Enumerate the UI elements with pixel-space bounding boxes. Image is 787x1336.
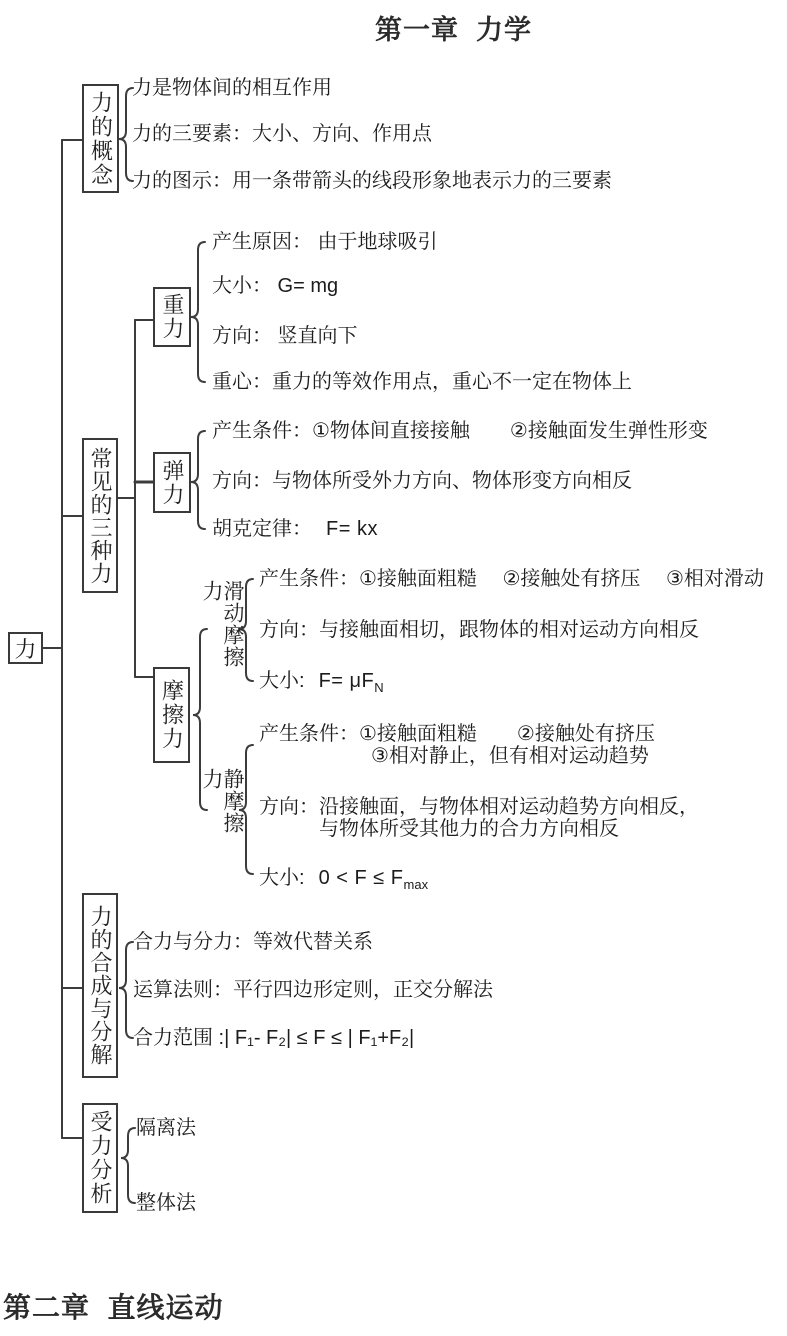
- analysis-item-isolation: 隔离法: [136, 1117, 196, 1139]
- label-sliding-friction: 滑动摩擦力: [200, 580, 244, 668]
- compose-brace: [119, 942, 133, 1038]
- elastic-brace: [191, 431, 205, 529]
- next-chapter-heading: 第二章 直线运动: [3, 1292, 224, 1323]
- elastic-condition-item: 产生条件：①物体间直接接触 ②接触面发生弹性形变: [212, 420, 708, 442]
- static-condition-line1: 产生条件：①接触面粗糙 ②接触处有挤压: [259, 723, 655, 745]
- node-force-composition: [82, 893, 118, 1078]
- static-size-subscript: max: [403, 877, 429, 892]
- concept-item-interaction: 力是物体间的相互作用: [132, 77, 332, 99]
- gravity-size-item: 大小： G= mg: [212, 275, 339, 297]
- sliding-size-label: 大小:: [259, 670, 305, 692]
- elastic-direction-item: 方向：与物体所受外力方向、物体形变方向相反: [212, 470, 632, 492]
- node-friction-label: 摩擦力: [159, 679, 185, 751]
- chapter-title: 第一章 力学: [375, 15, 533, 45]
- analysis-brace: [121, 1128, 135, 1203]
- gravity-cause-item: 产生原因： 由于地球吸引: [212, 231, 438, 253]
- node-three-common-forces: [82, 438, 118, 593]
- gravity-center-item: 重心：重力的等效作用点，重心不一定在物体上: [212, 371, 632, 393]
- sliding-direction-item: 方向：与接触面相切，跟物体的相对运动方向相反: [259, 619, 699, 641]
- node-force-composition-label: 力的合成与分解: [88, 905, 113, 1066]
- hooke-label: 胡克定律：: [212, 518, 312, 540]
- node-force-root-label: 力: [14, 636, 37, 662]
- gravity-direction-item: 方向： 竖直向下: [212, 325, 358, 347]
- node-force-concept: [82, 84, 119, 193]
- node-gravity: [153, 287, 191, 347]
- static-size-formula: 0 < F ≤ F: [318, 867, 404, 889]
- node-force-analysis: [82, 1103, 118, 1213]
- compose-item-rule: 运算法则：平行四边形定则，正交分解法: [133, 979, 493, 1001]
- elastic-hooke-item: [212, 516, 378, 542]
- compose-item-equivalent: 合力与分力：等效代替关系: [133, 931, 373, 953]
- node-gravity-label: 重力: [160, 293, 185, 341]
- static-size-label: 大小:: [259, 867, 305, 889]
- node-elastic-force-label: 弹力: [160, 458, 185, 507]
- static-direction-line2: 与物体所受其他力的合力方向相反: [319, 818, 619, 840]
- sliding-size-formula: F= μF: [318, 670, 375, 692]
- node-three-common-forces-label: 常见的三种力: [88, 446, 113, 585]
- node-force-analysis-label: 受力分析: [88, 1110, 113, 1206]
- node-force-root: [8, 632, 43, 664]
- sliding-size-item: [259, 668, 384, 694]
- hooke-formula: F= kx: [326, 518, 378, 540]
- static-size-item: [259, 865, 428, 891]
- node-friction: [153, 667, 190, 763]
- concept-item-three-elements: 力的三要素：大小、方向、作用点: [132, 123, 432, 145]
- compose-item-range: 合力范围 :| F₁- F₂| ≤ F ≤ | F₁+F₂|: [133, 1027, 415, 1049]
- concept-item-diagram: 力的图示：用一条带箭头的线段形象地表示力的三要素: [132, 170, 612, 192]
- node-force-concept-label: 力的概念: [88, 90, 114, 187]
- static-direction-line1: 方向：沿接触面，与物体相对运动趋势方向相反，: [259, 796, 699, 818]
- sliding-size-subscript: N: [374, 680, 384, 695]
- gravity-brace: [191, 242, 205, 382]
- label-static-friction: 静摩擦力: [200, 768, 244, 834]
- node-elastic-force: [153, 452, 191, 513]
- sliding-condition-item: 产生条件：①接触面粗糙 ②接触处有挤压 ③相对滑动: [259, 568, 764, 590]
- concept-brace: [119, 88, 133, 181]
- analysis-item-whole: 整体法: [136, 1192, 196, 1214]
- static-condition-line2: ③相对静止，但有相对运动趋势: [371, 745, 649, 767]
